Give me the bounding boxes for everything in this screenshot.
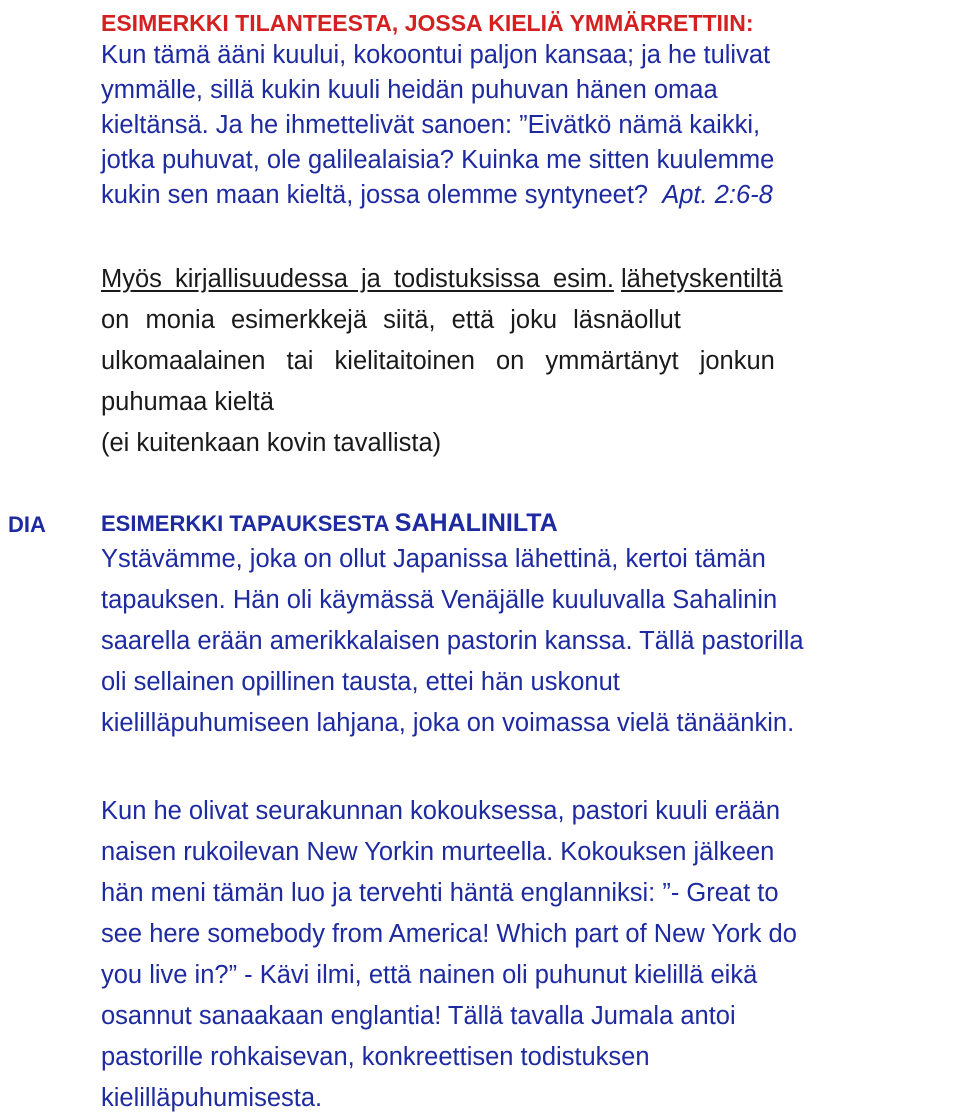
quote-line: kieltänsä. Ja he ihmettelivät sanoen: ”Eivätkö nämä kaikki, bbox=[101, 111, 761, 139]
quote-line-text: kukin sen maan kieltä, jossa olemme syntyneet? bbox=[101, 181, 649, 209]
underlined-phrase: Myös kirjallisuudessa ja todistuksissa esim. bbox=[101, 265, 614, 293]
story-line: naisen rukoilevan New Yorkin murteella. Kokouksen jälkeen bbox=[101, 838, 775, 866]
story-line: oli sellainen opillinen tausta, ettei hän uskonut bbox=[101, 668, 620, 696]
story-line: Kun he olivat seurakunnan kokouksessa, pastori kuuli erään bbox=[101, 797, 780, 825]
story-line: pastorille rohkaisevan, konkreettisen todistuksen bbox=[101, 1043, 650, 1071]
bible-reference: Apt. 2:6-8 bbox=[662, 181, 773, 209]
literature-note-section bbox=[101, 259, 951, 464]
note-line bbox=[101, 259, 951, 300]
scripture-example-section bbox=[101, 8, 951, 213]
note-line-parenthetical: (ei kuitenkaan kovin tavallista) bbox=[101, 429, 442, 457]
story-line: tapauksen. Hän oli käymässä Venäjälle kuuluvalla Sahalinin bbox=[101, 586, 778, 614]
sakhalin-story-continued bbox=[101, 791, 951, 1119]
underlined-word: lähetyskentiltä bbox=[621, 265, 783, 293]
story-line: osannut sanaakaan englantia! Tällä tavalla Jumala antoi bbox=[101, 1002, 736, 1030]
section-heading-case bbox=[101, 508, 951, 539]
story-line: see here somebody from America! Which part of New York do bbox=[101, 920, 797, 948]
note-line: puhumaa kieltä bbox=[101, 388, 274, 416]
note-line: on monia esimerkkejä siitä, että joku läsnäollut bbox=[101, 306, 681, 334]
story-line: hän meni tämän luo ja tervehti häntä englanniksi: ”- Great to bbox=[101, 879, 779, 907]
story-line: kielilläpuhumisesta. bbox=[101, 1084, 323, 1112]
note-line: ulkomaalainen tai kielitaitoinen on ymmärtänyt jonkun bbox=[101, 347, 775, 375]
story-line: you live in?” - Kävi ilmi, että nainen oli puhunut kielillä eikä bbox=[101, 961, 758, 989]
story-line: saarella erään amerikkalaisen pastorin kanssa. Tällä pastorilla bbox=[101, 627, 804, 655]
heading-part: ESIMERKKI TAPAUKSESTA bbox=[101, 511, 389, 536]
quote-line: Kun tämä ääni kuului, kokoontui paljon kansaa; ja he tulivat bbox=[101, 41, 771, 69]
quote-line: ymmälle, sillä kukin kuuli heidän puhuvan hänen omaa bbox=[101, 76, 718, 104]
story-line: Ystävämme, joka on ollut Japanissa lähettinä, kertoi tämän bbox=[101, 545, 766, 573]
dia-label: DIA bbox=[8, 512, 46, 537]
quote-line: jotka puhuvat, ole galilealaisia? Kuinka me sitten kuulemme bbox=[101, 146, 775, 174]
story-line: kielilläpuhumiseen lahjana, joka on voimassa vielä tänäänkin. bbox=[101, 709, 795, 737]
sakhalin-story-section bbox=[101, 508, 951, 744]
heading-part-large: SAHALINILTA bbox=[394, 509, 558, 537]
section-heading-example: ESIMERKKI TILANTEESTA, JOSSA KIELIÄ YMMÄRRETTIIN: bbox=[101, 10, 754, 36]
quote-line-last bbox=[101, 178, 951, 213]
